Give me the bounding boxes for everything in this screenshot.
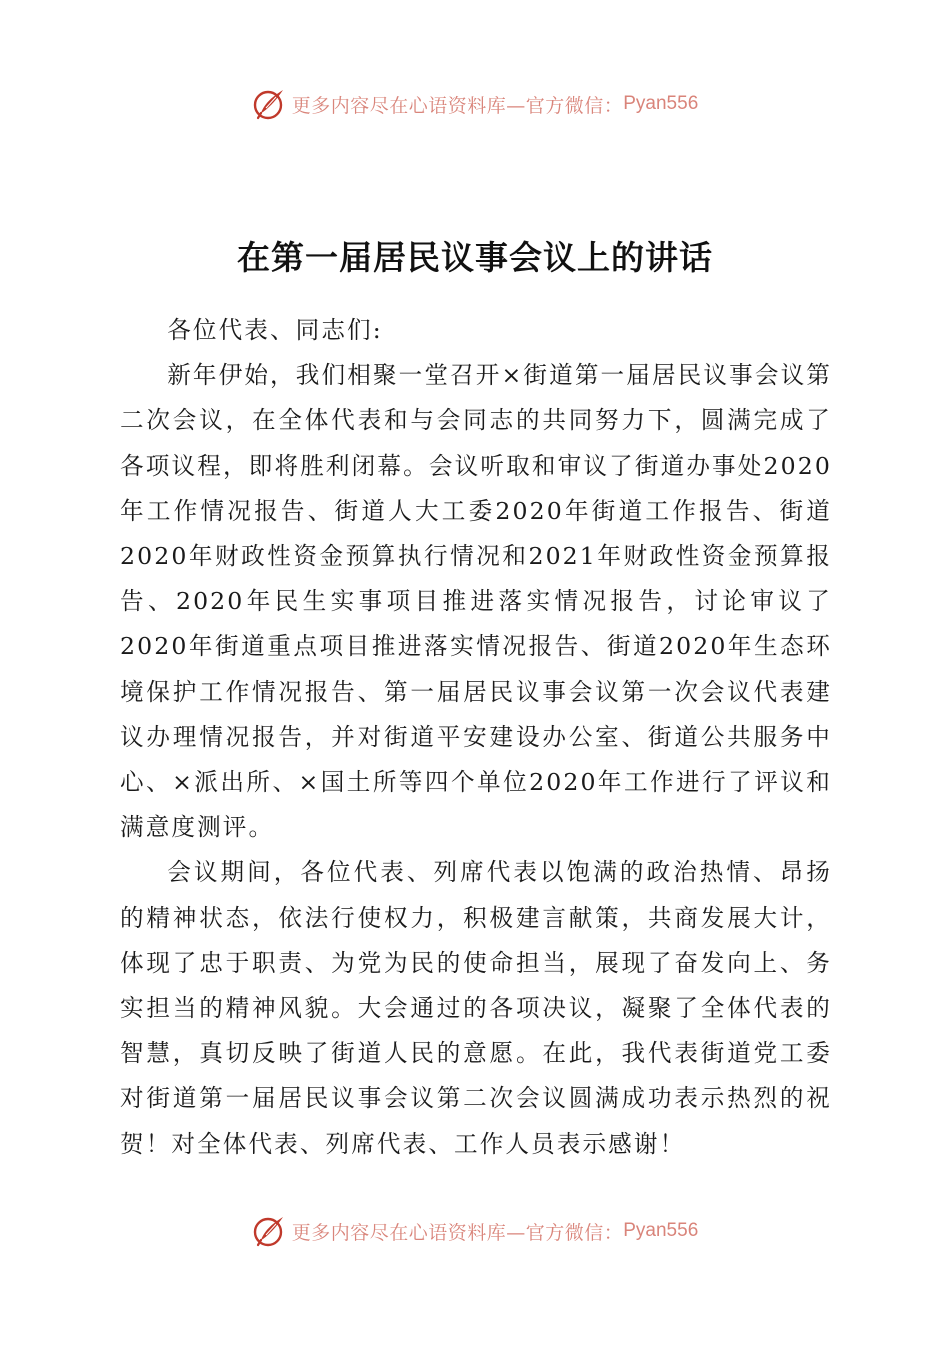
quill-logo-icon bbox=[252, 87, 286, 121]
banner-text: 更多内容尽在心语资料库—官方微信： bbox=[291, 94, 624, 117]
header-banner bbox=[0, 84, 950, 124]
footer-banner bbox=[0, 1211, 950, 1251]
wechat-id: Pyan556 bbox=[623, 1220, 699, 1241]
wechat-id: Pyan556 bbox=[623, 93, 699, 114]
page-title: 在第一届居民议事会议上的讲话 bbox=[237, 238, 713, 277]
banner-text: 更多内容尽在心语资料库—官方微信： bbox=[291, 1221, 624, 1244]
quill-logo-icon bbox=[252, 1214, 286, 1248]
greeting-paragraph: 各位代表、同志们: bbox=[167, 316, 383, 344]
body-paragraph: 会议期间，各位代表、列席代表以饱满的政治热情、昂扬的精神状态，依法行使权力，积极建言献策，共商发展大计，体现了忠于职责、为党为民的使命担当，展现了奋发向上、务实担当的精神风貌。大会通过的各项决议，凝聚了全体代表的智慧，真切反映了街道人民的意愿。在此，我代表街道党工委对街道第一届居民议事会议第二次会议圆满成功表示热烈的祝贺！对全体代表、列席代表、工作人员表示感谢！ bbox=[120, 858, 832, 1158]
body-paragraph: 新年伊始，我们相聚一堂召开×街道第一届居民议事会议第二次会议，在全体代表和与会同志的共同努力下，圆满完成了各项议程，即将胜利闭幕。会议听取和审议了街道办事处2020年工作情况报告、街道人大工委2020年街道工作报告、街道2020年财政性资金预算执行情况和2021年财政性资金预算报告、2020年民生实事项目推进落实情况报告，讨论审议了2020年街道重点项目推进落实情况报告、街道2020年生态环境保护工作情况报告、第一届居民议事会议第一次会议代表建议办理情况报告，并对街道平安建设办公室、街道公共服务中心、×派出所、×国土所等四个单位2020年工作进行了评议和满意度测评。 bbox=[120, 361, 832, 842]
speech-body bbox=[120, 308, 832, 1167]
